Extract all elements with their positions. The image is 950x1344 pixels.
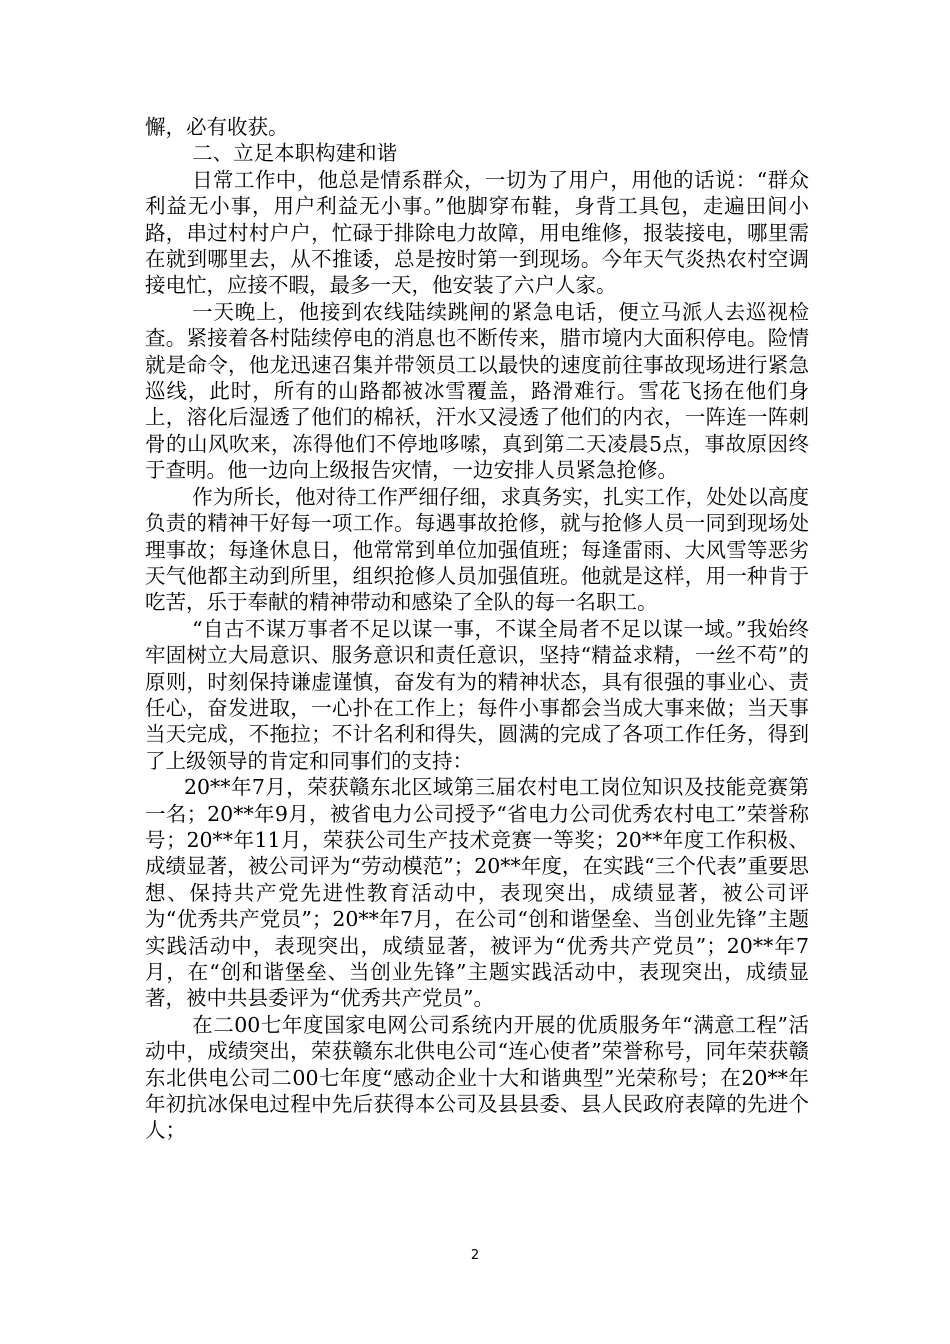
paragraph-night-emergency: 一天晚上，他接到农线陆续跳闸的紧急电话，便立马派人去巡视检查。紧接着各村陆续停电的消息也不断传来，腊市境内大面积停电。险情就是命令，他龙迅速召集并带领员工以最快的速度前往事故现场进行紧急巡线，此时，所有的山路都被冰雪覆盖，路滑难行。雪花飞扬在他们身上，溶化后湿透了他们的棉袄，汗水又浸透了他们的内衣，一阵连一阵刺骨的山风吹来，冻得他们不停地哆嗦，真到第二天凌晨5点，事故原因终于查明。他一边向上级报告灾情，一边安排人员紧急抢修。 bbox=[145, 299, 809, 483]
paragraph-continuation: 懈，必有收获。 bbox=[145, 115, 289, 139]
paragraph-honors-list: 20**年7月，荣获赣东北区域第三届农村电工岗位知识及技能竞赛第一名；20**年9月，被省电力公司授予“省电力公司优秀农村电工”荣誉称号；20**年11月，荣获公司生产技术竞赛一等奖；20**年度工作积极、成绩显著，被公司评为“劳动模范”；20**年度，在实践“三个代表”重要思想、保持共产党先进性教育活动中，表现突出，成绩显著，被公司评为“优秀共产党员”；20**年7月，在公司“创和谐堡垒、当创业先锋”主题实践活动中，表现突出，成绩显著，被评为“优秀共产党员”；20**年7月，在“创和谐堡垒、当创业先锋”主题实践活动中，表现突出，成绩显著，被中共县委评为“优秀共产党员”。 bbox=[145, 775, 809, 1011]
section-heading: 二、立足本职构建和谐 bbox=[192, 141, 398, 166]
body-text bbox=[145, 114, 809, 1144]
paragraph-2007-awards: 在二00七年度国家电网公司系统内开展的优质服务年“满意工程”活动中，成绩突出，荣获赣东北供电公司“连心使者”荣誉称号，同年荣获赣东北供电公司二00七年度“感动企业十大和谐典型”光荣称号；在20**年年初抗冰保电过程中先后获得本公司及县县委、县人民政府表障的先进个人； bbox=[145, 1012, 809, 1143]
paragraph-as-director: 作为所长，他对待工作严细仔细，求真务实，扎实工作，处处以高度负责的精神干好每一项工作。每遇事故抢修，就与抢修人员一同到现场处理事故；每逢休息日，他常常到单位加强值班；每逢雷雨、大风雪等恶劣天气他都主动到所里，组织抢修人员加强值班。他就是这样，用一种肯于吃苦，乐于奉献的精神带动和感染了全队的每一名职工。 bbox=[145, 484, 809, 615]
page-number: 2 bbox=[470, 1248, 480, 1263]
paragraph-quote: “自古不谋万事者不足以谋一事，不谋全局者不足以谋一域。”我始终牢固树立大局意识、服务意识和责任意识，坚持“精益求精，一丝不苟”的原则，时刻保持谦虚谨慎，奋发有为的精神状态，具有很强的事业心、责任心，奋发进取，一心扑在工作上；每件小事都会当成大事来做；当天事当天完成，不拖拉；不计名利和得失，圆满的完成了各项工作任务，得到了上级领导的肯定和同事们的支持： bbox=[145, 616, 809, 773]
paragraph-daily-work: 日常工作中，他总是情系群众，一切为了用户，用他的话说：“群众利益无小事，用户利益无小事。”他脚穿布鞋，身背工具包，走遍田间小路，串过村村户户，忙碌于排除电力故障，用电维修，报装接电，哪里需在就到哪里去，从不推诿，总是按时第一到现场。今年天气炎热农村空调接电忙，应接不暇，最多一天，他安装了六户人家。 bbox=[145, 167, 809, 298]
